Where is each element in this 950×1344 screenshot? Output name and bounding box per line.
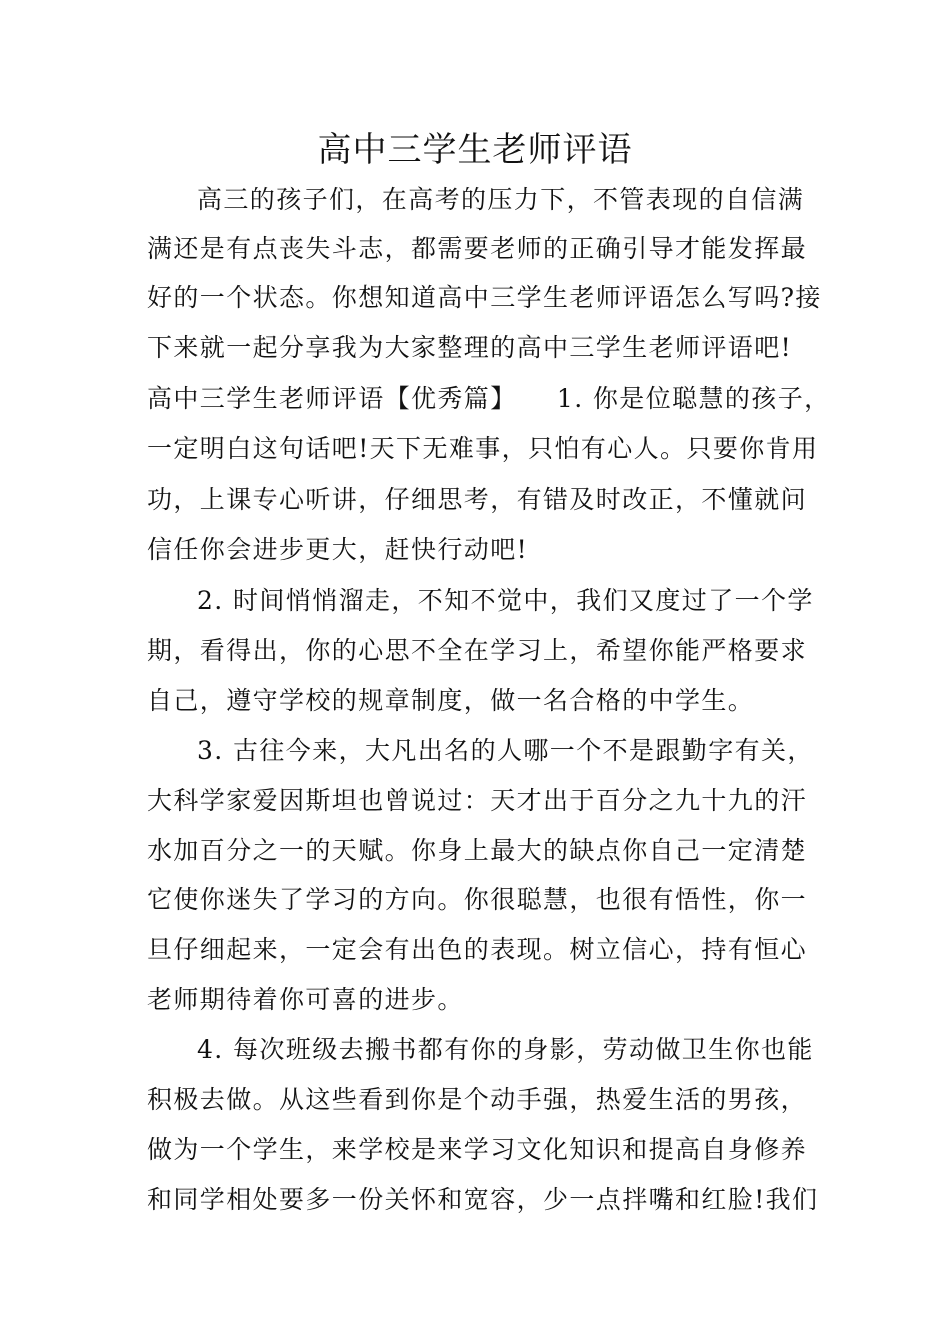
paragraph-line: 3. 古往今来，大凡出名的人哪一个不是跟勤字有关， <box>197 736 814 765</box>
document-title: 高中三学生老师评语 <box>317 130 633 170</box>
paragraph-line: 它使你迷失了学习的方向。你很聪慧，也很有悟性，你一 <box>147 885 808 914</box>
paragraph-line: 4. 每次班级去搬书都有你的身影，劳动做卫生你也能 <box>197 1035 814 1064</box>
paragraph-line: 满还是有点丧失斗志，都需要老师的正确引导才能发挥最 <box>147 234 808 263</box>
paragraph-line: 和同学相处要多一份关怀和宽容，少一点拌嘴和红脸!我们 <box>147 1185 819 1214</box>
paragraph-line: 好的一个状态。你想知道高中三学生老师评语怎么写吗?接 <box>147 283 822 312</box>
paragraph-line: 期，看得出，你的心思不全在学习上，希望你能严格要求 <box>147 636 808 665</box>
paragraph-line: 功，上课专心听讲，仔细思考，有错及时改正，不懂就问 <box>147 485 808 514</box>
paragraph-line: 旦仔细起来，一定会有出色的表现。树立信心，持有恒心 <box>147 935 808 964</box>
section-heading-line: 高中三学生老师评语【优秀篇】 1. 你是位聪慧的孩子， <box>147 384 831 413</box>
paragraph-line: 大科学家爱因斯坦也曾说过：天才出于百分之九十九的汗 <box>147 786 808 815</box>
paragraph-line: 自己，遵守学校的规章制度，做一名合格的中学生。 <box>147 686 755 715</box>
paragraph-line: 水加百分之一的天赋。你身上最大的缺点你自己一定清楚 <box>147 836 808 865</box>
paragraph-line: 下来就一起分享我为大家整理的高中三学生老师评语吧! <box>147 333 793 362</box>
paragraph-line: 2. 时间悄悄溜走，不知不觉中，我们又度过了一个学 <box>197 586 814 615</box>
paragraph-line: 一定明白这句话吧!天下无难事，只怕有心人。只要你肯用 <box>147 434 819 463</box>
paragraph-line: 信任你会进步更大，赶快行动吧! <box>147 535 529 564</box>
paragraph-line: 高三的孩子们，在高考的压力下，不管表现的自信满 <box>197 185 805 214</box>
paragraph-line: 积极去做。从这些看到你是个动手强，热爱生活的男孩， <box>147 1085 808 1114</box>
paragraph-line: 老师期待着你可喜的进步。 <box>147 985 464 1014</box>
paragraph-line: 做为一个学生，来学校是来学习文化知识和提高自身修养 <box>147 1135 808 1164</box>
